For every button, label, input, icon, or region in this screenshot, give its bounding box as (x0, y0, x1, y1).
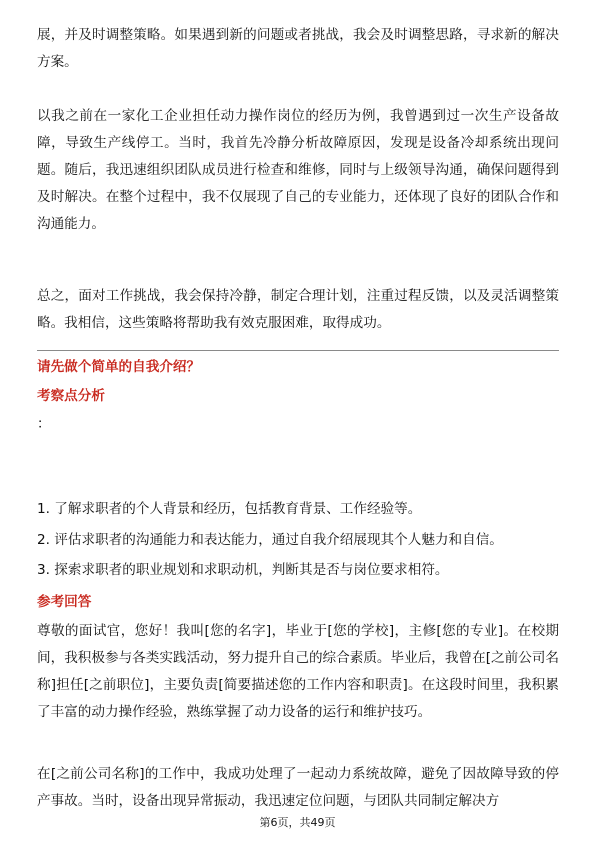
analysis-point-3: 3. 探索求职者的职业规划和求职动机，判断其是否与岗位要求相符。 (37, 562, 449, 578)
question-title: 请先做个简单的自我介绍？ (37, 359, 201, 375)
answer-heading: 参考回答 (37, 594, 92, 610)
paragraph-example: 以我之前在一家化工企业担任动力操作岗位的经历为例，我曾遇到过一次生产设备故障，导致生产线停工。当时，我首先冷静分析故障原因，发现是设备冷却系统出现问题。随后，我迅速组织团队成员进行检查和维修，同时与上级领导沟通，确保问题得到及时解决。在整个过程中，我不仅展现了自己的专业能力，还体现了良好的团队合作和沟通能力。 (37, 108, 559, 232)
analysis-point-2: 2. 评估求职者的沟通能力和表达能力，通过自我介绍展现其个人魅力和自信。 (37, 532, 503, 548)
section-divider (37, 350, 559, 351)
answer-paragraph-2: 在[之前公司名称]的工作中，我成功处理了一起动力系统故障，避免了因故障导致的停产事故。当时，设备出现异常振动，我迅速定位问题，与团队共同制定解决方 (37, 766, 559, 809)
paragraph-conclusion: 总之，面对工作挑战，我会保持冷静，制定合理计划，注重过程反馈，以及灵活调整策略。我相信，这些策略将帮助我有效克服困难，取得成功。 (37, 288, 559, 331)
analysis-heading: 考察点分析 (37, 388, 105, 404)
analysis-colon: ： (37, 416, 51, 432)
paragraph-continuation: 展，并及时调整策略。如果遇到新的问题或者挑战，我会及时调整思路，寻求新的解决方案。 (37, 27, 559, 70)
analysis-point-1: 1. 了解求职者的个人背景和经历，包括教育背景、工作经验等。 (37, 501, 422, 517)
answer-paragraph-1: 尊敬的面试官，您好！我叫[您的名字]，毕业于[您的学校]，主修[您的专业]。在校期间，我积极参与各类实践活动，努力提升自己的综合素质。毕业后，我曾在[之前公司名称]担任[之前职位]，主要负责[简要描述您的工作内容和职责]。在这段时间里，我积累了丰富的动力操作经验，熟练掌握了动力设备的运行和维护技巧。 (37, 623, 559, 720)
page-number: 第6页，共49页 (259, 816, 336, 829)
